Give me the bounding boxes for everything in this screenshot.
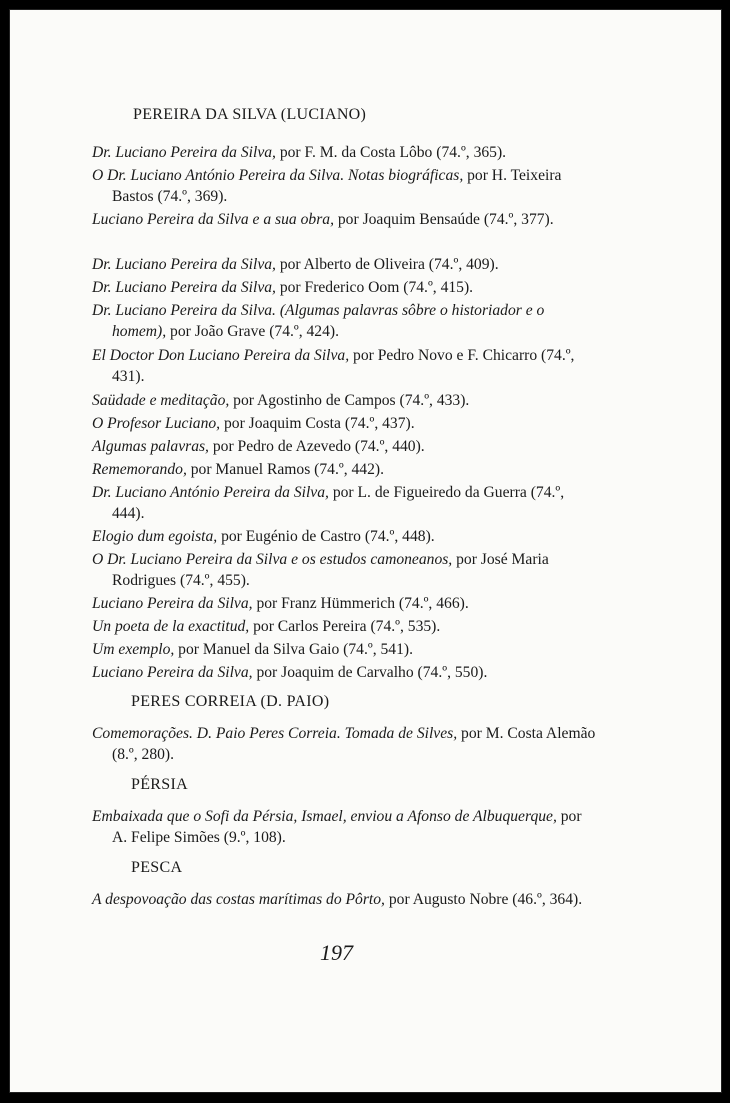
entry-citation: por Agostinho de Campos (74.º, 433). — [229, 392, 470, 409]
entry-title: O Dr. Luciano António Pereira da Silva. Notas biográficas, — [92, 167, 464, 184]
list-item — [92, 483, 597, 524]
list-item — [92, 550, 597, 591]
entry-title: Saüdade e meditação, — [92, 392, 230, 409]
document-page — [9, 9, 722, 1093]
entry-title: Luciano Pereira da Silva, — [92, 664, 253, 681]
list-item — [92, 346, 597, 387]
entry-citation: por Frederico Oom (74.º, 415). — [275, 279, 474, 296]
list-item — [92, 166, 597, 207]
section-heading: PERES CORREIA (D. PAIO) — [131, 693, 330, 710]
section-heading: PEREIRA DA SILVA (LUCIANO) — [133, 106, 367, 123]
entry-citation: por Joaquim de Carvalho (74.º, 550). — [252, 664, 488, 681]
list-item — [92, 617, 597, 638]
entry-citation: por Franz Hümmerich (74.º, 466). — [252, 595, 469, 612]
entry-title: Un poeta de la exactitud, — [92, 618, 250, 635]
entry-title: Um exemplo, — [92, 641, 175, 658]
entry-citation: por Joaquim Bensaúde (74.º, 377). — [333, 211, 554, 228]
entry-title: Dr. Luciano Pereira da Silva, — [92, 256, 276, 273]
entry-title: Comemorações. D. Paio Peres Correia. Tomada de Silves, — [92, 725, 458, 742]
list-item — [92, 663, 597, 684]
entry-citation: por Manuel da Silva Gaio (74.º, 541). — [174, 641, 413, 658]
entry-title: Dr. Luciano António Pereira da Silva, — [92, 484, 329, 501]
entry-title: O Dr. Luciano Pereira da Silva e os estudos camoneanos, — [92, 551, 453, 568]
entry-title: El Doctor Don Luciano Pereira da Silva, — [92, 347, 350, 364]
entry-citation: por Carlos Pereira (74.º, 535). — [249, 618, 441, 635]
list-item — [92, 640, 597, 661]
entry-title: Luciano Pereira da Silva e a sua obra, — [92, 211, 334, 228]
entry-citation: por José Maria Rodrigues (74.º, 455). — [112, 551, 549, 589]
entry-title: Dr. Luciano Pereira da Silva, — [92, 144, 276, 161]
list-item — [92, 890, 597, 911]
list-item — [92, 391, 597, 412]
entry-title: O Profesor Luciano, — [92, 415, 221, 432]
entry-citation: por Manuel Ramos (74.º, 442). — [186, 461, 384, 478]
entry-citation: por Pedro Novo e F. Chicarro (74.º, 431). — [112, 347, 575, 385]
entry-citation: por L. de Figueiredo da Guerra (74.º, 444). — [112, 484, 565, 522]
entry-citation: por Augusto Nobre (46.º, 364). — [384, 891, 583, 908]
list-item — [92, 210, 597, 231]
entry-title: Luciano Pereira da Silva, — [92, 595, 253, 612]
entry-title: Rememorando, — [92, 461, 187, 478]
entry-citation: por A. Felipe Simões (9.º, 108). — [112, 808, 582, 846]
list-item — [92, 807, 597, 848]
list-item — [92, 278, 597, 299]
list-item — [92, 301, 597, 342]
entry-citation: por Eugénio de Castro (74.º, 448). — [217, 528, 435, 545]
entry-title: Dr. Luciano Pereira da Silva, — [92, 279, 276, 296]
list-item — [92, 437, 597, 458]
page-number: 197 — [320, 940, 353, 965]
entry-citation: por M. Costa Alemão (8.º, 280). — [112, 725, 596, 763]
list-item — [92, 255, 597, 276]
entry-citation: por Alberto de Oliveira (74.º, 409). — [275, 256, 499, 273]
entry-citation: por H. Teixeira Bastos (74.º, 369). — [112, 167, 562, 205]
list-item — [92, 414, 597, 435]
entry-citation: por F. M. da Costa Lôbo (74.º, 365). — [275, 144, 507, 161]
entry-citation: por João Grave (74.º, 424). — [166, 322, 339, 340]
entry-citation: por Joaquim Costa (74.º, 437). — [220, 415, 415, 432]
entry-title: A despovoação das costas marítimas do Pôrto, — [92, 891, 385, 908]
list-item — [92, 527, 597, 548]
list-item — [92, 724, 597, 765]
section-heading: PESCA — [131, 859, 183, 876]
entry-title: Elogio dum egoista, — [92, 528, 218, 545]
list-item — [92, 143, 597, 164]
entry-citation: por Pedro de Azevedo (74.º, 440). — [208, 438, 425, 455]
list-item — [92, 594, 597, 615]
entry-title: Algumas palavras, — [92, 438, 209, 455]
entry-title: Embaixada que o Sofi da Pérsia, Ismael, enviou a Afonso de Albuquerque, — [92, 808, 557, 825]
section-heading: PÉRSIA — [131, 776, 188, 793]
entry-title: Dr. Luciano Pereira da Silva. (Algumas palavras sôbre o historiador e o homem), — [92, 302, 545, 340]
list-item — [92, 460, 597, 481]
